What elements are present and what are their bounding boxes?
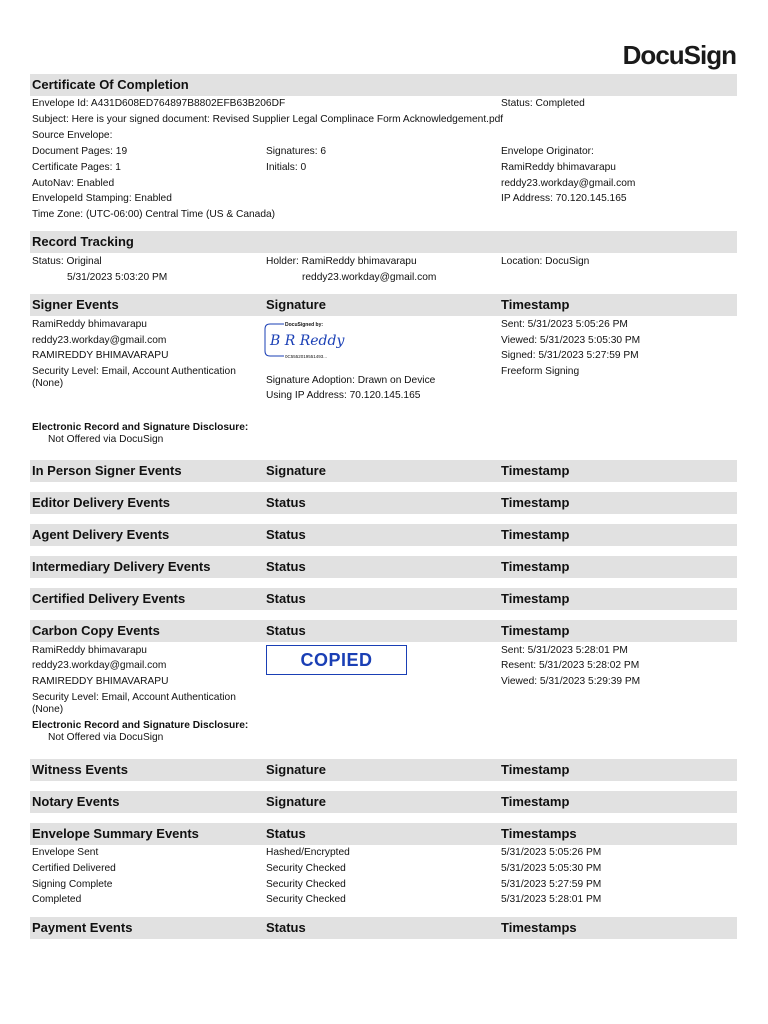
intermediary-delivery-events-header: [30, 556, 737, 578]
signer-events-header: [30, 294, 737, 316]
column-status: Status: [266, 591, 306, 606]
envelope-id: Envelope Id: A431D608ED764897B8802EFB63B206DF: [32, 98, 286, 109]
originator-name: RamiReddy bhimavarapu: [501, 162, 616, 173]
cc-resent: Resent: 5/31/2023 5:28:02 PM: [501, 660, 640, 671]
envelope-summary-events-header: [30, 823, 737, 845]
signer-security-level: Security Level: Email, Account Authentication: [32, 366, 236, 377]
summary-time: 5/31/2023 5:05:26 PM: [501, 847, 602, 858]
cc-security-none: (None): [32, 704, 64, 715]
notary-events-header: [30, 791, 737, 813]
docusign-logo: DocuSign: [622, 40, 736, 70]
summary-event: Completed: [32, 894, 82, 905]
signature-ip: Using IP Address: 70.120.145.165: [266, 390, 421, 401]
column-status: Status: [266, 495, 306, 510]
time-zone: Time Zone: (UTC-06:00) Central Time (US & Canada): [32, 209, 276, 220]
signer-security-none: (None): [32, 378, 64, 389]
column-status: Status: [266, 920, 306, 935]
section-title: Certificate Of Completion: [32, 77, 189, 92]
sig-id-text: 0C5552019551493...: [285, 354, 328, 358]
column-timestamp: Timestamp: [501, 623, 570, 638]
column-timestamps: Timestamps: [501, 826, 577, 841]
summary-time: 5/31/2023 5:28:01 PM: [501, 894, 602, 905]
section-title: Payment Events: [32, 920, 133, 935]
column-signature: Signature: [266, 297, 326, 312]
cc-disclosure-value: Not Offered via DocuSign: [48, 732, 164, 743]
envelope-stamping: EnvelopeId Stamping: Enabled: [32, 193, 172, 204]
column-signature: Signature: [266, 794, 326, 809]
summary-time: 5/31/2023 5:05:30 PM: [501, 863, 602, 874]
section-title: In Person Signer Events: [32, 463, 182, 478]
record-location: Location: DocuSign: [501, 256, 590, 267]
summary-status: Security Checked: [266, 879, 346, 890]
column-status: Status: [266, 826, 306, 841]
cc-name: RamiReddy bhimavarapu: [32, 645, 147, 656]
holder: Holder: RamiReddy bhimavarapu: [266, 256, 417, 267]
cc-name-upper: RAMIREDDY BHIMAVARAPU: [32, 676, 169, 687]
column-signature: Signature: [266, 463, 326, 478]
summary-event: Envelope Sent: [32, 847, 99, 858]
certificate-pages: Certificate Pages: 1: [32, 162, 121, 173]
column-timestamp: Timestamp: [501, 591, 570, 606]
signer-viewed: Viewed: 5/31/2023 5:05:30 PM: [501, 335, 641, 346]
agent-delivery-events-header: [30, 524, 737, 546]
section-title: Record Tracking: [32, 234, 134, 249]
signature-adoption: Signature Adoption: Drawn on Device: [266, 375, 436, 386]
signer-disclosure-value: Not Offered via DocuSign: [48, 434, 164, 445]
summary-status: Security Checked: [266, 863, 346, 874]
holder-email: reddy23.workday@gmail.com: [302, 272, 437, 283]
initials-count: Initials: 0: [266, 162, 307, 173]
section-title: Signer Events: [32, 297, 119, 312]
signatures-count: Signatures: 6: [266, 146, 327, 157]
sig-script-text: B R Reddy: [270, 333, 345, 349]
signer-signed: Signed: 5/31/2023 5:27:59 PM: [501, 350, 639, 361]
cc-security-level: Security Level: Email, Account Authentication: [32, 692, 236, 703]
column-timestamp: Timestamp: [501, 527, 570, 542]
freeform-signing: Freeform Signing: [501, 366, 580, 377]
summary-status: Hashed/Encrypted: [266, 847, 350, 858]
column-timestamps: Timestamps: [501, 920, 577, 935]
certificate-section-header: [30, 74, 737, 96]
originator-email: reddy23.workday@gmail.com: [501, 178, 636, 189]
record-tracking-header: [30, 231, 737, 253]
column-timestamp: Timestamp: [501, 559, 570, 574]
editor-delivery-events-header: [30, 492, 737, 514]
column-status: Status: [266, 559, 306, 574]
column-timestamp: Timestamp: [501, 794, 570, 809]
column-timestamp: Timestamp: [501, 495, 570, 510]
signer-sent: Sent: 5/31/2023 5:05:26 PM: [501, 319, 628, 330]
originator-ip: IP Address: 70.120.145.165: [501, 193, 627, 204]
cc-email: reddy23.workday@gmail.com: [32, 660, 167, 671]
section-title: Carbon Copy Events: [32, 623, 160, 638]
section-title: Envelope Summary Events: [32, 826, 199, 841]
signer-name: RamiReddy bhimavarapu: [32, 319, 147, 330]
docusign-signature-image: [264, 320, 374, 358]
cc-sent: Sent: 5/31/2023 5:28:01 PM: [501, 645, 628, 656]
column-timestamp: Timestamp: [501, 463, 570, 478]
carbon-copy-events-header: [30, 620, 737, 642]
signer-name-upper: RAMIREDDY BHIMAVARAPU: [32, 350, 169, 361]
in-person-signer-events-header: [30, 460, 737, 482]
witness-events-header: [30, 759, 737, 781]
summary-status: Security Checked: [266, 894, 346, 905]
signer-email: reddy23.workday@gmail.com: [32, 335, 167, 346]
document-pages: Document Pages: 19: [32, 146, 128, 157]
cc-viewed: Viewed: 5/31/2023 5:29:39 PM: [501, 676, 641, 687]
column-signature: Signature: [266, 762, 326, 777]
summary-time: 5/31/2023 5:27:59 PM: [501, 879, 602, 890]
signer-disclosure-label: Electronic Record and Signature Disclosure:: [32, 422, 249, 433]
column-timestamp: Timestamp: [501, 762, 570, 777]
sig-header-text: DocuSigned by:: [285, 322, 324, 328]
record-status: Status: Original: [32, 256, 102, 267]
column-status: Status: [266, 623, 306, 638]
source-envelope: Source Envelope:: [32, 130, 113, 141]
autonav: AutoNav: Enabled: [32, 178, 115, 189]
section-title: Certified Delivery Events: [32, 591, 186, 606]
envelope-status: Status: Completed: [501, 98, 585, 109]
payment-events-header: [30, 917, 737, 939]
section-title: Notary Events: [32, 794, 120, 809]
cc-disclosure-label: Electronic Record and Signature Disclosure:: [32, 720, 249, 731]
originator-label: Envelope Originator:: [501, 146, 594, 157]
column-timestamp: Timestamp: [501, 297, 570, 312]
section-title: Intermediary Delivery Events: [32, 559, 211, 574]
record-date: 5/31/2023 5:03:20 PM: [67, 272, 168, 283]
envelope-subject: Subject: Here is your signed document: Revised Supplier Legal Complinace Form Acknowledgement.pdf: [32, 114, 504, 125]
certified-delivery-events-header: [30, 588, 737, 610]
summary-event: Signing Complete: [32, 879, 113, 890]
column-status: Status: [266, 527, 306, 542]
section-title: Editor Delivery Events: [32, 495, 170, 510]
section-title: Witness Events: [32, 762, 128, 777]
copied-stamp: COPIED: [266, 645, 407, 675]
summary-event: Certified Delivered: [32, 863, 116, 874]
section-title: Agent Delivery Events: [32, 527, 170, 542]
